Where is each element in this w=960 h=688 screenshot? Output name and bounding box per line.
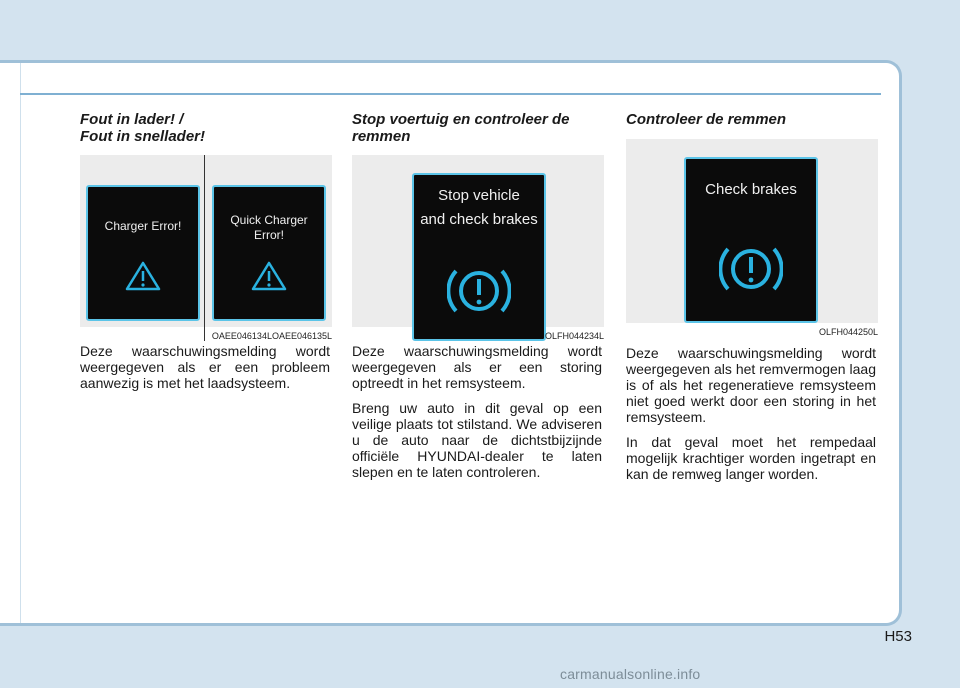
screen-label: Quick Charger Error!	[230, 213, 308, 242]
paragraph: Breng uw auto in dit geval op een veilige plaats tot stilstand. We adviseren u de auto naar de dichtstbijzijnde officiële HYUNDAI-dealer te laten slepen en te laten controleren.	[352, 400, 602, 480]
section-body	[352, 343, 602, 480]
section-title: Controleer de remmen	[626, 111, 787, 128]
figure-code: OAEE046135L	[271, 331, 332, 341]
brake-warning-icon	[719, 241, 783, 297]
figure-code: OAEE046134L	[211, 331, 272, 341]
screen-label: Charger Error!	[104, 219, 182, 233]
charger-error-screen	[86, 185, 200, 321]
figure-stop-vehicle	[352, 155, 604, 341]
page-number: H53	[884, 628, 912, 645]
paragraph: Deze waarschuwingsmelding wordt weergegeven als er een storing optreedt in het remsysteem.	[352, 343, 602, 391]
figure-charger-error	[80, 155, 332, 341]
figure-codes	[212, 331, 332, 341]
figure-divider	[204, 155, 205, 341]
figure-code: OLFH044250L	[818, 327, 878, 337]
figure-code: OLFH044234L	[544, 331, 604, 341]
section-title: Fout in lader! / Fout in snellader!	[80, 111, 206, 145]
section-body	[80, 343, 330, 391]
brake-warning-icon	[447, 263, 511, 319]
screen-label-line1: Stop vehicle	[438, 187, 520, 204]
page-panel	[0, 60, 902, 626]
left-rule	[20, 63, 21, 623]
section-stop-vehicle	[352, 111, 602, 489]
top-rule	[20, 93, 881, 95]
section-charger-error	[80, 111, 330, 400]
warning-triangle-icon	[125, 261, 161, 291]
section-body	[626, 345, 876, 482]
stop-vehicle-screen	[412, 173, 546, 341]
screen-label: Check brakes	[705, 181, 797, 198]
section-title: Stop voertuig en controleer de remmen	[352, 111, 570, 145]
figure-check-brakes	[626, 139, 878, 337]
warning-triangle-icon	[251, 261, 287, 291]
screen-label-line2: and check brakes	[420, 211, 538, 228]
quick-charger-error-screen	[212, 185, 326, 321]
paragraph: Deze waarschuwingsmelding wordt weergegeven als er een probleem aanwezig is met het laadsysteem.	[80, 343, 330, 391]
watermark-text: carmanualsonline.info	[560, 666, 701, 682]
paragraph: In dat geval moet het rempedaal mogelijk krachtiger worden ingetrapt en kan de remweg langer worden.	[626, 434, 876, 482]
section-check-brakes	[626, 111, 876, 491]
paragraph: Deze waarschuwingsmelding wordt weergegeven als het remvermogen laag is of als het regeneratieve remsysteem niet goed werkt door een storing in het remsysteem.	[626, 345, 876, 425]
check-brakes-screen	[684, 157, 818, 323]
